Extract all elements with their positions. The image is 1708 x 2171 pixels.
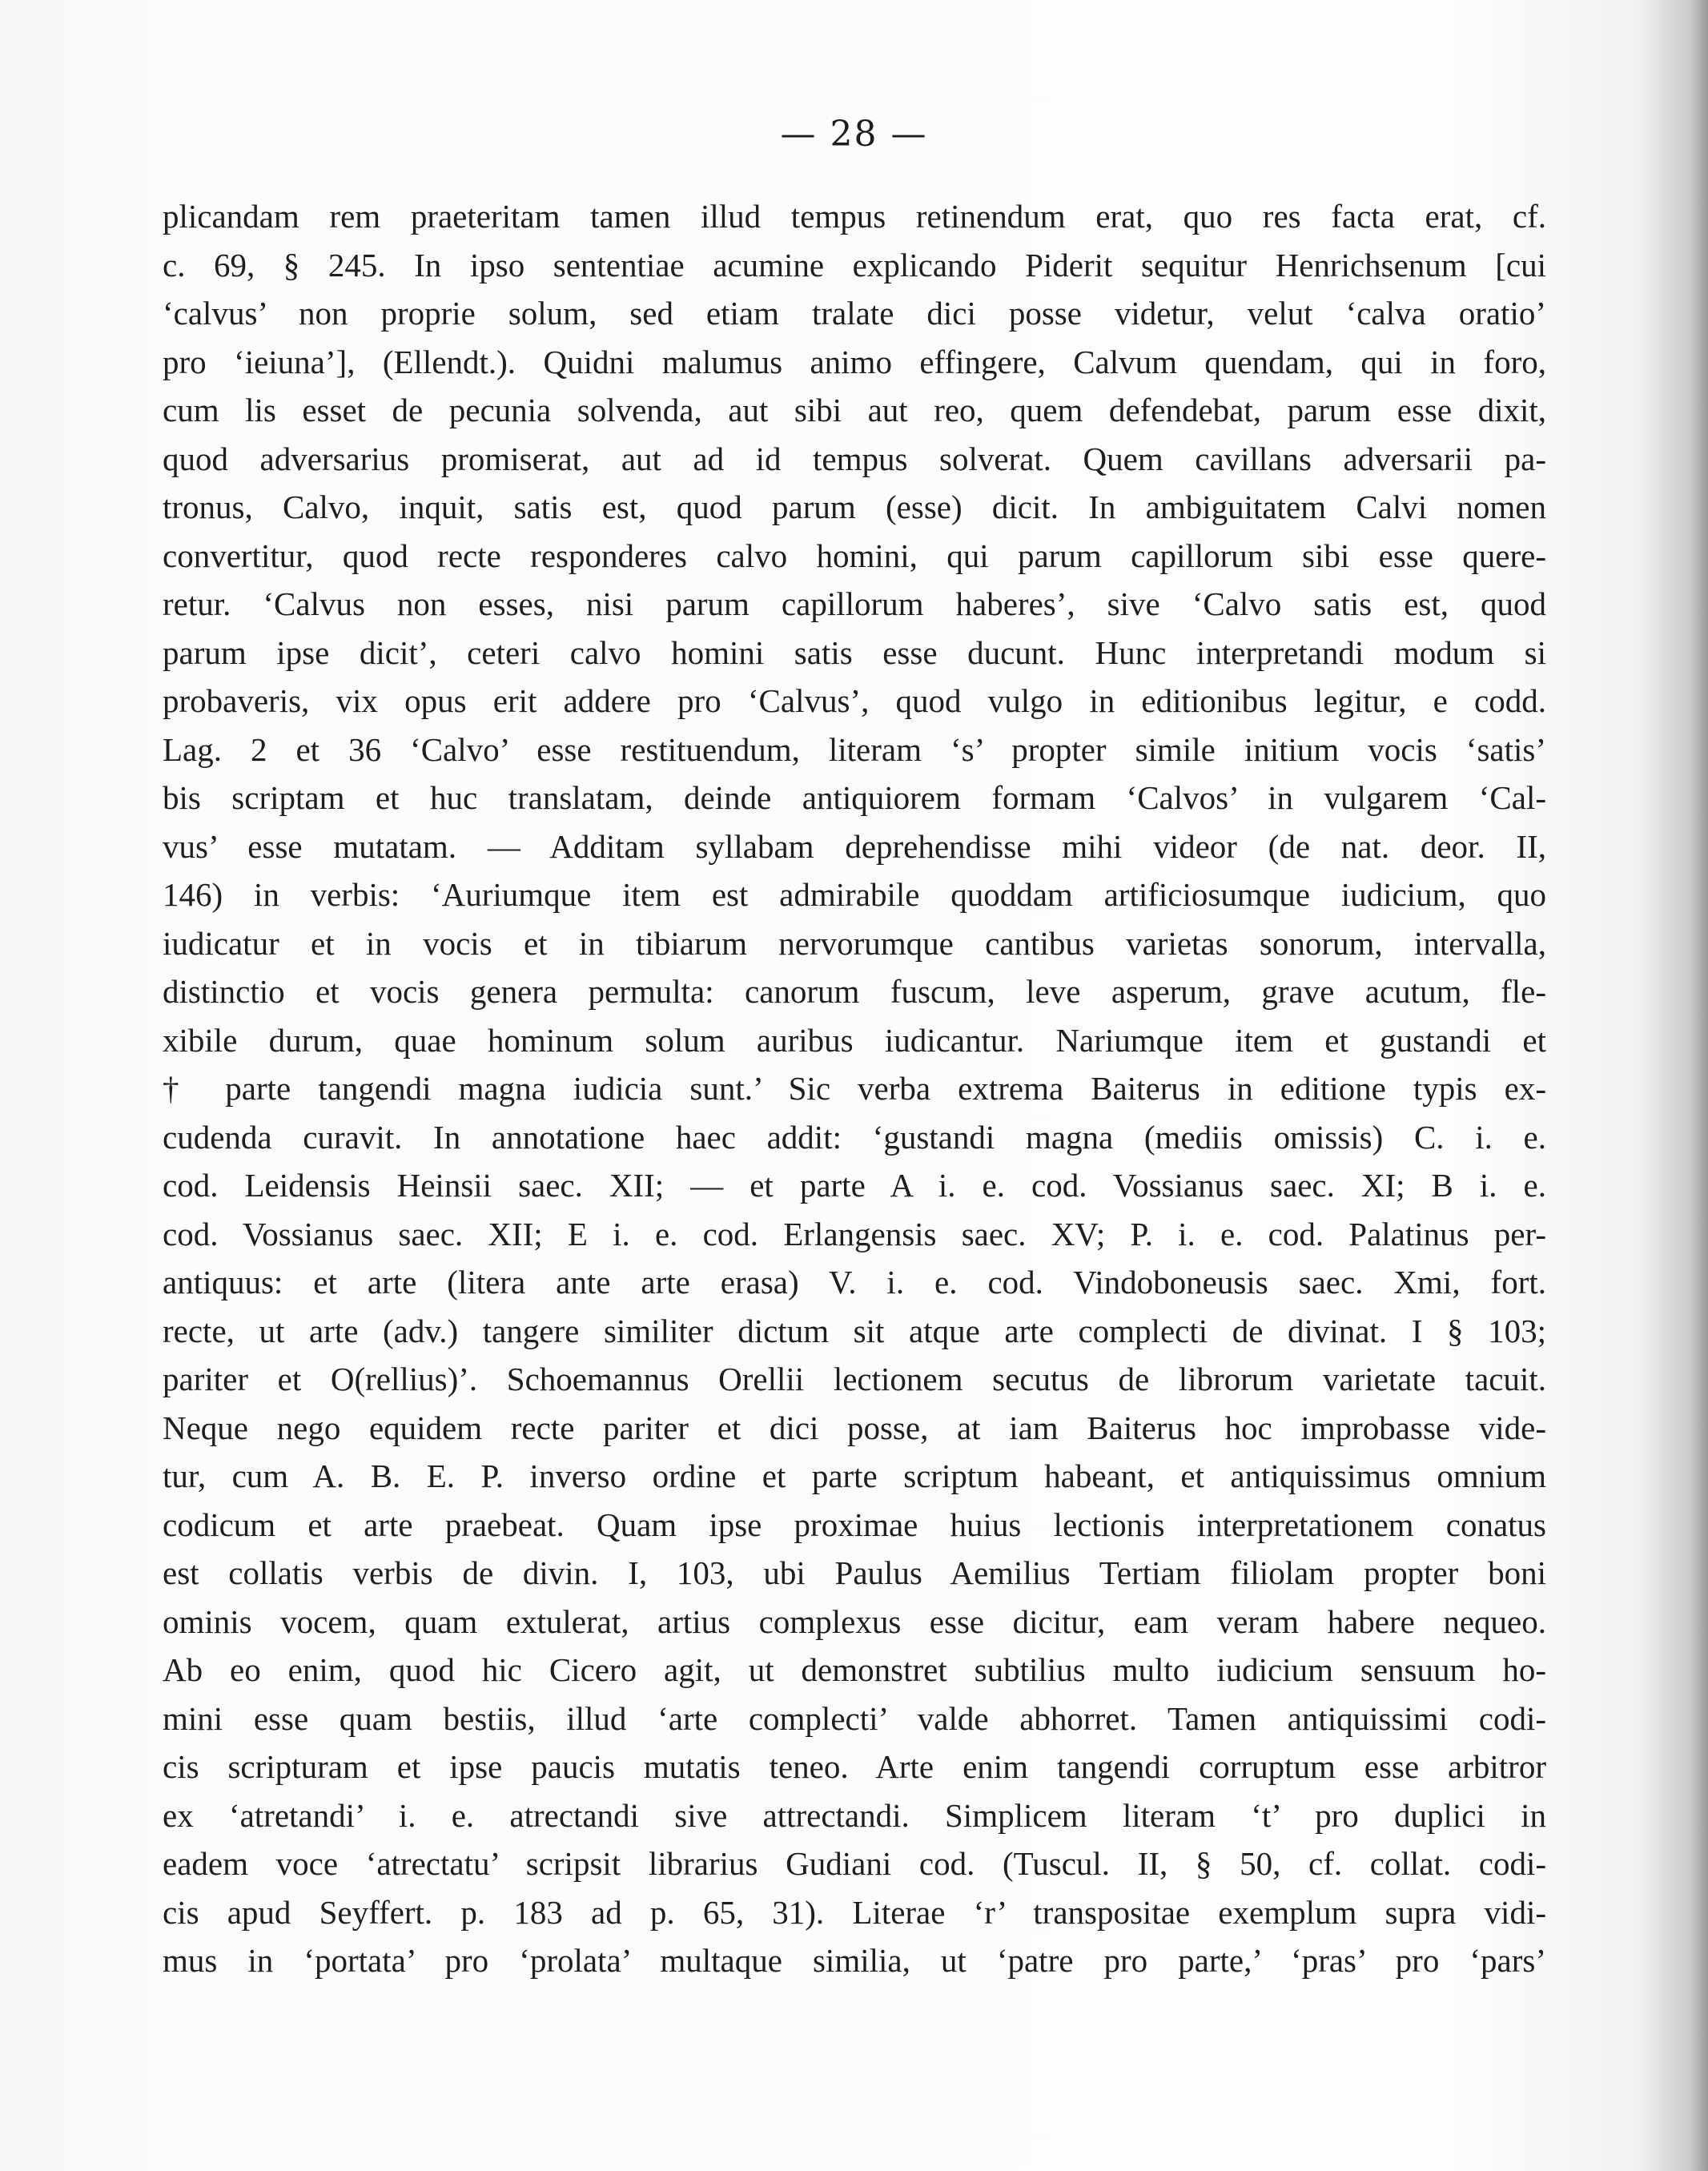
text-line: iudicatur et in vocis et in tibiarum nervorumque cantibus varietas sonorum, intervalla, <box>163 924 1546 962</box>
text-line: † parte tangendi magna iudicia sunt.’ Sic verba extrema Baiterus in editione typis ex- <box>163 1070 1546 1107</box>
text-line: cum lis esset de pecunia solvenda, aut sibi aut reo, quem defendebat, parum esse dixit, <box>163 392 1546 428</box>
text-line: 146) in verbis: ‘Auriumque item est admirabile quoddam artificiosumque iudicium, quo <box>163 876 1546 913</box>
text-line: cod. Leidensis Heinsii saec. XII; — et parte A i. e. cod. Vossianus saec. XI; B i. e. <box>163 1167 1546 1204</box>
text-line: cudenda curavit. In annotatione haec addit: ‘gustandi magna (mediis omissis) C. i. e. <box>163 1118 1546 1156</box>
body-text <box>163 192 1546 1985</box>
text-line: xibile durum, quae hominum solum auribus iudicantur. Nariumque item et gustandi et <box>163 1021 1546 1059</box>
text-line: distinctio et vocis genera permulta: canorum fuscum, leve asperum, grave acutum, fle- <box>163 973 1546 1010</box>
text-line: Ab eo enim, quod hic Cicero agit, ut demonstret subtilius multo iudicium sensuum ho- <box>163 1651 1546 1688</box>
text-line: bis scriptam et huc translatam, deinde antiquiorem formam ‘Calvos’ in vulgarem ‘Cal- <box>163 779 1546 816</box>
text-line: ominis vocem, quam extulerat, artius complexus esse dicitur, eam veram habere nequeo. <box>163 1602 1546 1640</box>
text-line: ‘calvus’ non proprie solum, sed etiam tralate dici posse videtur, velut ‘calva oratio’ <box>163 295 1546 332</box>
text-line: mus in ‘portata’ pro ‘prolata’ multaque similia, ut ‘patre pro parte,’ ‘pras’ pro ‘pars’ <box>163 1942 1546 1979</box>
text-line: cis scripturam et ipse paucis mutatis teneo. Arte enim tangendi corruptum esse arbitror <box>163 1748 1546 1785</box>
text-line: mini esse quam bestiis, illud ‘arte complecti’ valde abhorret. Tamen antiquissimi codi- <box>163 1699 1546 1737</box>
text-line: tronus, Calvo, inquit, satis est, quod parum (esse) dicit. In ambiguitatem Calvi nomen <box>163 488 1546 525</box>
text-line: parum ipse dicit’, ceteri calvo homini satis esse ducunt. Hunc interpretandi modum si <box>163 633 1546 671</box>
text-line: tur, cum A. B. E. P. inverso ordine et parte scriptum habeant, et antiquissimus omnium <box>163 1457 1546 1494</box>
text-line: probaveris, vix opus erit addere pro ‘Calvus’, quod vulgo in editionibus legitur, e codd. <box>163 682 1546 719</box>
text-line: c. 69, § 245. In ipso sententiae acumine explicando Piderit sequitur Henrichsenum [cui <box>163 246 1546 283</box>
text-line: vus’ esse mutatam. — Additam syllabam deprehendisse mihi videor (de nat. deor. II, <box>163 827 1546 865</box>
text-line: Lag. 2 et 36 ‘Calvo’ esse restituendum, literam ‘s’ propter simile initium vocis ‘satis’ <box>163 730 1546 768</box>
text-line: retur. ‘Calvus non esses, nisi parum capillorum haberes’, sive ‘Calvo satis est, quod <box>163 585 1546 622</box>
text-line: quod adversarius promiserat, aut ad id tempus solverat. Quem cavillans adversarii pa- <box>163 440 1546 477</box>
text-line: Neque nego equidem recte pariter et dici posse, at iam Baiterus hoc improbasse vide- <box>163 1409 1546 1446</box>
text-line: convertitur, quod recte responderes calvo homini, qui parum capillorum sibi esse quere- <box>163 537 1546 574</box>
text-line: plicandam rem praeteritam tamen illud tempus retinendum erat, quo res facta erat, cf. <box>163 198 1546 235</box>
text-line: cod. Vossianus saec. XII; E i. e. cod. Erlangensis saec. XV; P. i. e. cod. Palatinus per- <box>163 1215 1546 1252</box>
text-line: recte, ut arte (adv.) tangere similiter dictum sit atque arte complecti de divinat. I § 103; <box>163 1312 1546 1349</box>
text-line: antiquus: et arte (litera ante arte erasa) V. i. e. cod. Vindoboneusis saec. Xmi, fort. <box>163 1264 1546 1301</box>
text-line: pro ‘ieiuna’], (Ellendt.). Quidni malumus animo effingere, Calvum quendam, qui in foro, <box>163 343 1546 380</box>
text-line: pariter et O(rellius)’. Schoemannus Orellii lectionem secutus de librorum varietate tacuit. <box>163 1361 1546 1397</box>
page-number: — 28 — <box>780 114 928 155</box>
text-line: cis apud Seyffert. p. 183 ad p. 65, 31). Literae ‘r’ transpositae exemplum supra vidi- <box>163 1893 1546 1931</box>
text-line: est collatis verbis de divin. I, 103, ubi Paulus Aemilius Tertiam filiolam propter boni <box>163 1554 1546 1591</box>
text-line: eadem voce ‘atrectatu’ scripsit librarius Gudiani cod. (Tuscul. II, § 50, cf. collat. codi- <box>163 1845 1546 1882</box>
text-line: codicum et arte praebeat. Quam ipse proximae huius lectionis interpretationem conatus <box>163 1506 1546 1543</box>
text-line: ex ‘atretandi’ i. e. atrectandi sive attrectandi. Simplicem literam ‘t’ pro duplici in <box>163 1796 1546 1834</box>
